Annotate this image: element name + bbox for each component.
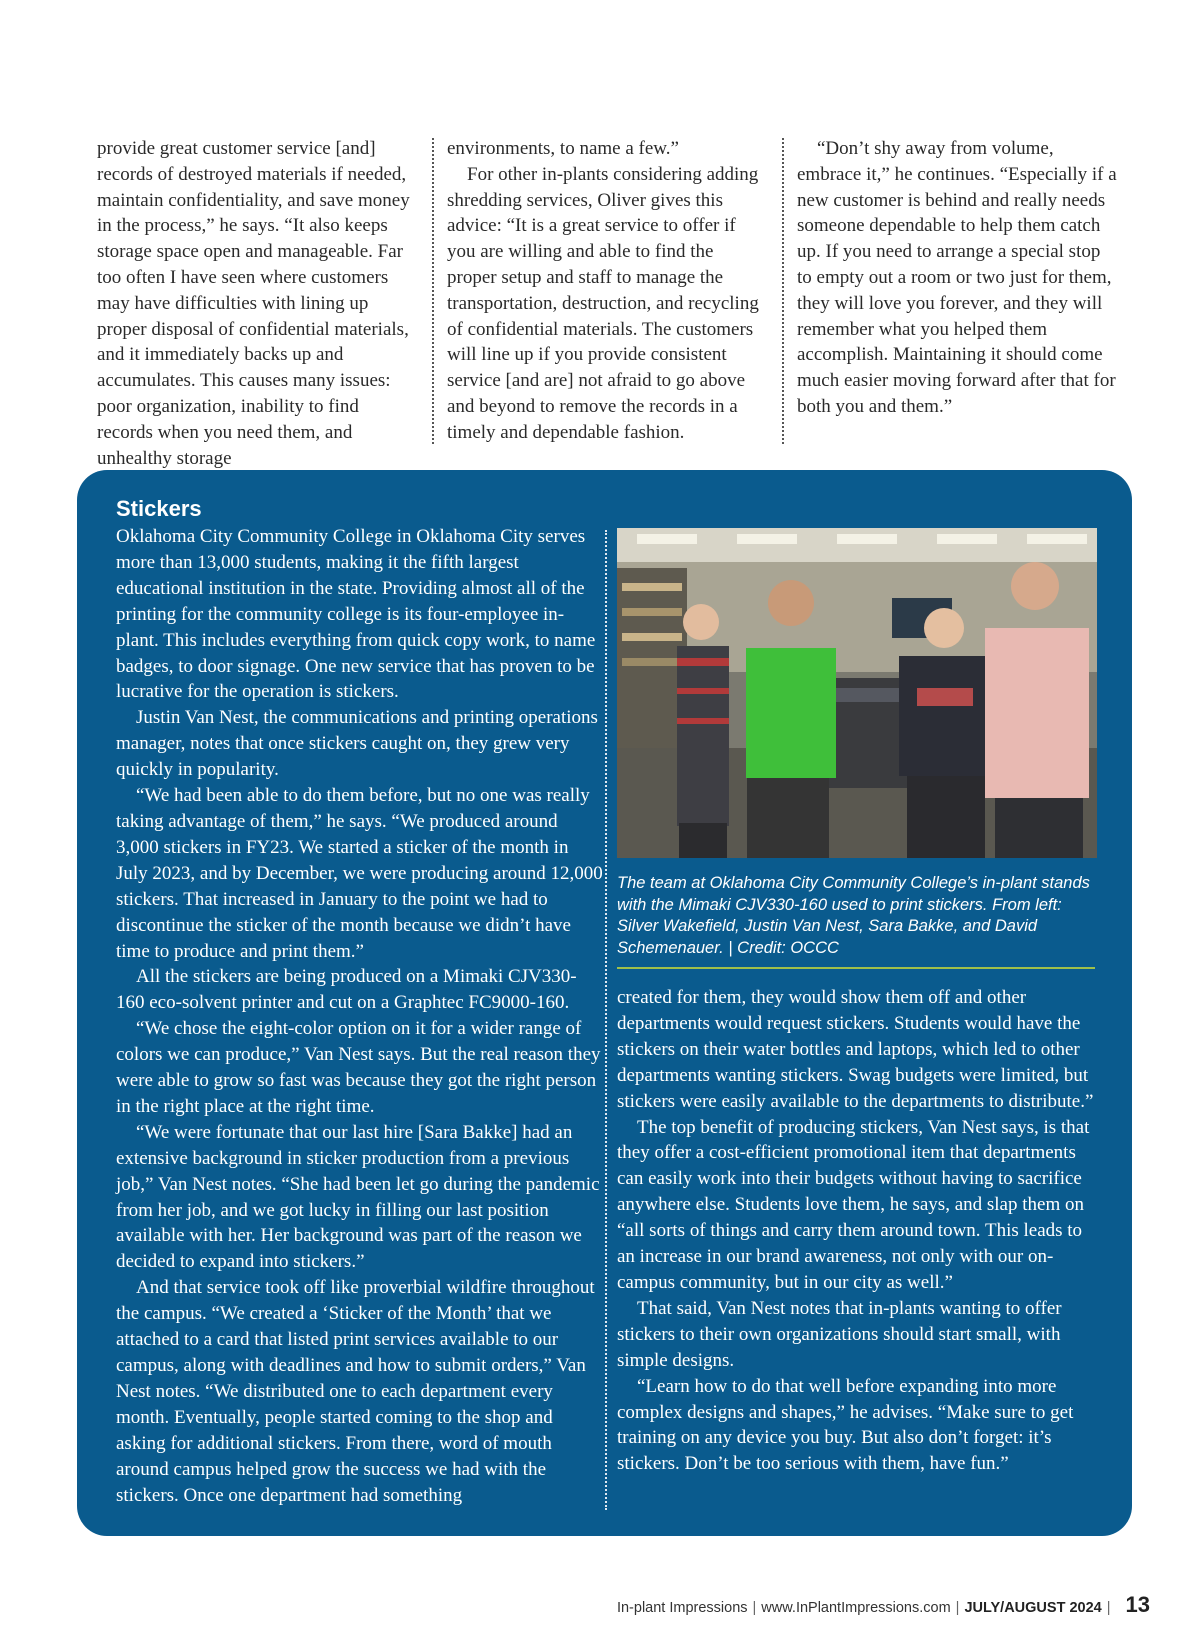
footer-separator: | [1106, 1600, 1111, 1616]
sidebar-right-para-3: That said, Van Nest notes that in-plants wanting to offer stickers to their own organizations should start small, with simple designs. [617, 1297, 1062, 1371]
footer-publication: In-plant Impressions [616, 1600, 748, 1616]
top-col1-para-1: provide great customer service [and] records of destroyed materials if needed, maintain confidentiality, and save money in the process,” he says. “It also keeps storage space open and manageable. Far too often I have seen where customers may have difficulties with lining up proper disposal of confidential materials, and it immediately backs up and accumulates. This causes many issues: poor organization, inability to find records when you need them, and unhealthy storage [97, 138, 410, 469]
footer-separator: | [955, 1600, 960, 1616]
sidebar-right-para-2: The top benefit of producing stickers, Van Nest says, is that they offer a cost-efficient promotional item that departments can easily work into their budgets without having to sacrifice anywhere else. Students love them, he says, and slap them on “all sorts of things and carry them around town. This leads to an increase in our brand awareness, not only with our on-campus community, but in our city as well.” [617, 1116, 1090, 1293]
sidebar-right-para-1: created for them, they would show them off and other departments would request stickers. Students would have the stickers on their water bottles and laptops, which led to other departments wanting stickers. Swag budgets were limited, but stickers were easily available to the departments to distribute.” [617, 987, 1094, 1112]
top-col2-para-2: For other in-plants considering adding shredding services, Oliver gives this advice: “It is a great service to offer if you are willing and able to find the proper setup and staff to manage the transportation, destruction, and recycling of confidential materials. The customers will line up if you provide consistent service [and are] not afraid to go above and beyond to remove the records in a timely and dependable fashion. [447, 163, 759, 443]
top-column-1 [97, 136, 417, 469]
sidebar-left-column [116, 524, 604, 1508]
sidebar-heading: Stickers [116, 496, 202, 521]
top-column-3 [797, 136, 1117, 448]
sidebar-right-column [617, 985, 1097, 1477]
page-footer [617, 1592, 1150, 1618]
sidebar-left-para-7: And that service took off like proverbial wildfire throughout the campus. “We created a ‘Sticker of the Month’ that we attached to a card that listed print services available to our campus, along with deadlines and how to submit orders,” Van Nest notes. “We distributed one to each department every month. Eventually, people started coming to the shop and asking for additional stickers. From there, word of mouth around campus helped grow the success we had with the stickers. Once one department had something [116, 1277, 595, 1506]
footer-issue: JULY/AUGUST 2024 [964, 1600, 1102, 1616]
top-col2-para-1: environments, to name a few.” [447, 138, 679, 159]
footer-website[interactable]: www.InPlantImpressions.com [761, 1600, 951, 1616]
column-divider [782, 138, 784, 444]
sidebar-left-para-5: “We chose the eight-color option on it for a wider range of colors we can produce,” Van Nest says. But the real reason they were able to grow so fast was because they got the right person in the right place at the right time. [116, 1018, 601, 1117]
page-number: 13 [1125, 1592, 1150, 1617]
sidebar-left-para-2: Justin Van Nest, the communications and printing operations manager, notes that once stickers caught on, they grew very quickly in popularity. [116, 707, 598, 781]
sidebar-left-para-1: Oklahoma City Community College in Oklahoma City serves more than 13,000 students, making it the fifth largest educational institution in the state. Providing almost all of the printing for the community college is its four-employee in-plant. This includes everything from quick copy work, to name badges, to door signage. One new service that has proven to be lucrative for the operation is stickers. [116, 526, 596, 703]
top-col3-para-1: “Don’t shy away from volume, embrace it,” he continues. “Especially if a new customer is behind and really needs someone dependable to help them catch up. If you need to arrange a special stop to empty out a room or two just for them, they will love you forever, and they will remember what you helped them accomplish. Maintaining it should come much easier moving forward after that for both you and them.” [797, 138, 1117, 417]
sidebar-column-divider [605, 530, 607, 1510]
sidebar-left-para-6: “We were fortunate that our last hire [Sara Bakke] had an extensive background in sticker production from a previous job,” Van Nest notes. “She had been let go during the pandemic from her job, and we got lucky in filling our last position available with her. Her background was part of the reason we decided to expand into stickers.” [116, 1121, 600, 1273]
top-column-2 [447, 136, 767, 448]
sidebar-left-para-4: All the stickers are being produced on a Mimaki CJV330-160 eco-solvent printer and cut on a Graphtec FC9000-160. [116, 966, 577, 1014]
photo-caption: The team at Oklahoma City Community College’s in-plant stands with the Mimaki CJV330-160 used to print stickers. From left: Silver Wakefield, Justin Van Nest, Sara Bakke, and David Schemenauer. | Credit: OCCC [617, 874, 1090, 957]
stickers-sidebar-panel [77, 470, 1132, 1536]
top-article-columns [97, 136, 1125, 469]
sidebar-left-para-3: “We had been able to do them before, but no one was really taking advantage of them,” he says. “We produced around 3,000 stickers in FY23. We started a sticker of the month in July 2023, and by December, we were producing around 12,000 stickers. That increased in January to the point we had to discontinue the sticker of the month because we didn’t have time to produce and print them.” [116, 785, 603, 962]
column-divider [432, 138, 434, 444]
footer-separator: | [752, 1600, 757, 1616]
sidebar-right-para-4: “Learn how to do that well before expanding into more complex designs and shapes,” he advises. “Make sure to get training on any device you buy. But also don’t forget: it’s stickers. Don’t be too serious with them, have fun.” [617, 1375, 1074, 1475]
caption-rule [617, 967, 1095, 969]
team-photo [617, 528, 1097, 858]
